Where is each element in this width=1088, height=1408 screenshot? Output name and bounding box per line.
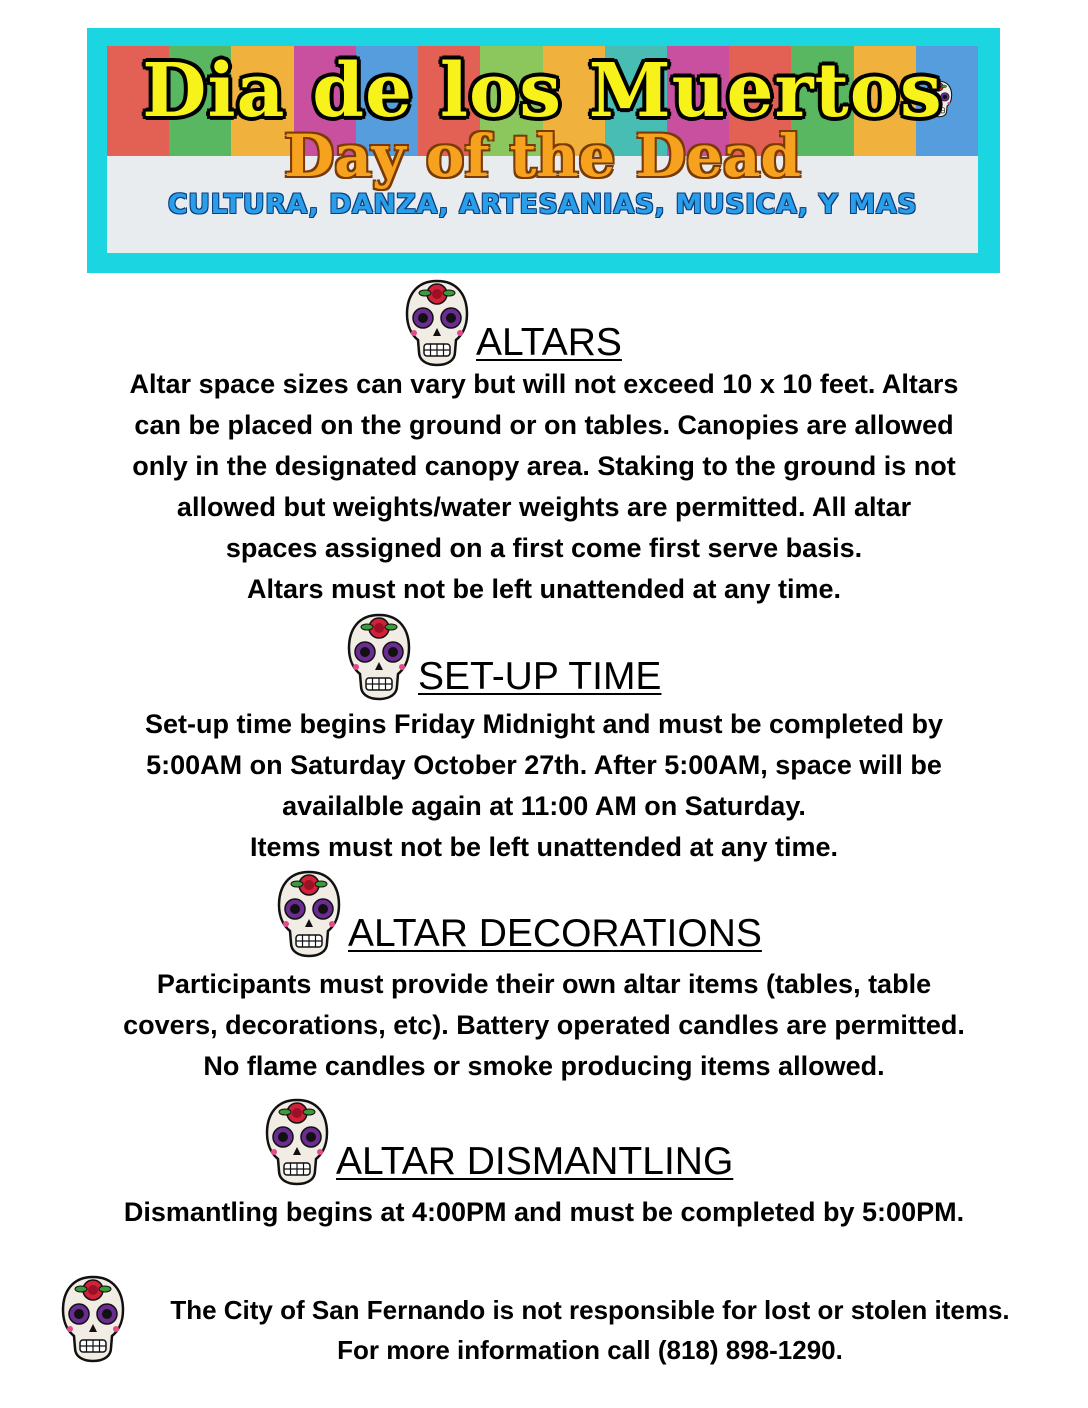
text-line: allowed but weights/water weights are permitted. All altar — [176, 492, 912, 522]
section-heading-altar-dismantling — [264, 1097, 733, 1187]
text-line: covers, decorations, etc). Battery operated candles are permitted. — [123, 1010, 965, 1040]
text-line: Participants must provide their own altar items (tables, table — [156, 969, 932, 999]
sugar-skull-icon — [60, 1272, 126, 1366]
section-title: SET-UP TIME — [418, 655, 662, 698]
text-line: Set-up time begins Friday Midnight and must be completed by — [144, 709, 944, 739]
section-text-altar-dismantling — [60, 1192, 1028, 1233]
footer-disclaimer: The City of San Fernando is not responsible for lost or stolen items. — [170, 1295, 1010, 1325]
section-heading-setup-time — [346, 612, 661, 702]
text-line: spaces assigned on a first come first serve basis. — [225, 533, 863, 563]
section-title: ALTAR DECORATIONS — [348, 912, 762, 955]
sugar-skull-icon — [264, 1097, 330, 1187]
banner-image — [107, 46, 978, 253]
text-line: Items must not be left unattended at any time. — [249, 832, 839, 862]
section-title: ALTARS — [476, 321, 622, 364]
event-banner — [87, 28, 1000, 273]
footer-contact: For more information call (818) 898-1290. — [337, 1335, 843, 1365]
text-line: Dismantling begins at 4:00PM and must be completed by 5:00PM. — [123, 1197, 965, 1227]
banner-subtitle: Day of the Dead — [284, 122, 801, 190]
sugar-skull-icon — [346, 612, 412, 702]
section-text-altars — [60, 364, 1028, 610]
section-heading-altars — [404, 278, 622, 368]
text-line: 5:00AM on Saturday October 27th. After 5:00AM, space will be — [146, 750, 942, 780]
footer-notice — [60, 1272, 1060, 1368]
sugar-skull-icon — [276, 869, 342, 959]
text-line: Altars must not be left unattended at any time. — [246, 574, 842, 604]
sugar-skull-icon — [404, 278, 470, 368]
text-line: only in the designated canopy area. Staking to the ground is not — [132, 451, 956, 481]
section-text-setup-time — [60, 704, 1028, 868]
banner-tagline: CULTURA, DANZA, ARTESANIAS, MUSICA, Y MAS — [167, 189, 918, 220]
banner-title: Dia de los Muertos — [142, 48, 943, 134]
text-line: can be placed on the ground or on tables. Canopies are allowed — [134, 410, 954, 440]
section-text-altar-decorations — [60, 964, 1028, 1087]
text-line: Altar space sizes can vary but will not exceed 10 x 10 feet. Altars — [129, 369, 959, 399]
section-title: ALTAR DISMANTLING — [336, 1140, 734, 1183]
section-heading-altar-decorations — [276, 869, 762, 959]
text-line: No flame candles or smoke producing items allowed. — [203, 1051, 885, 1081]
text-line: availalble again at 11:00 AM on Saturday. — [282, 791, 806, 821]
